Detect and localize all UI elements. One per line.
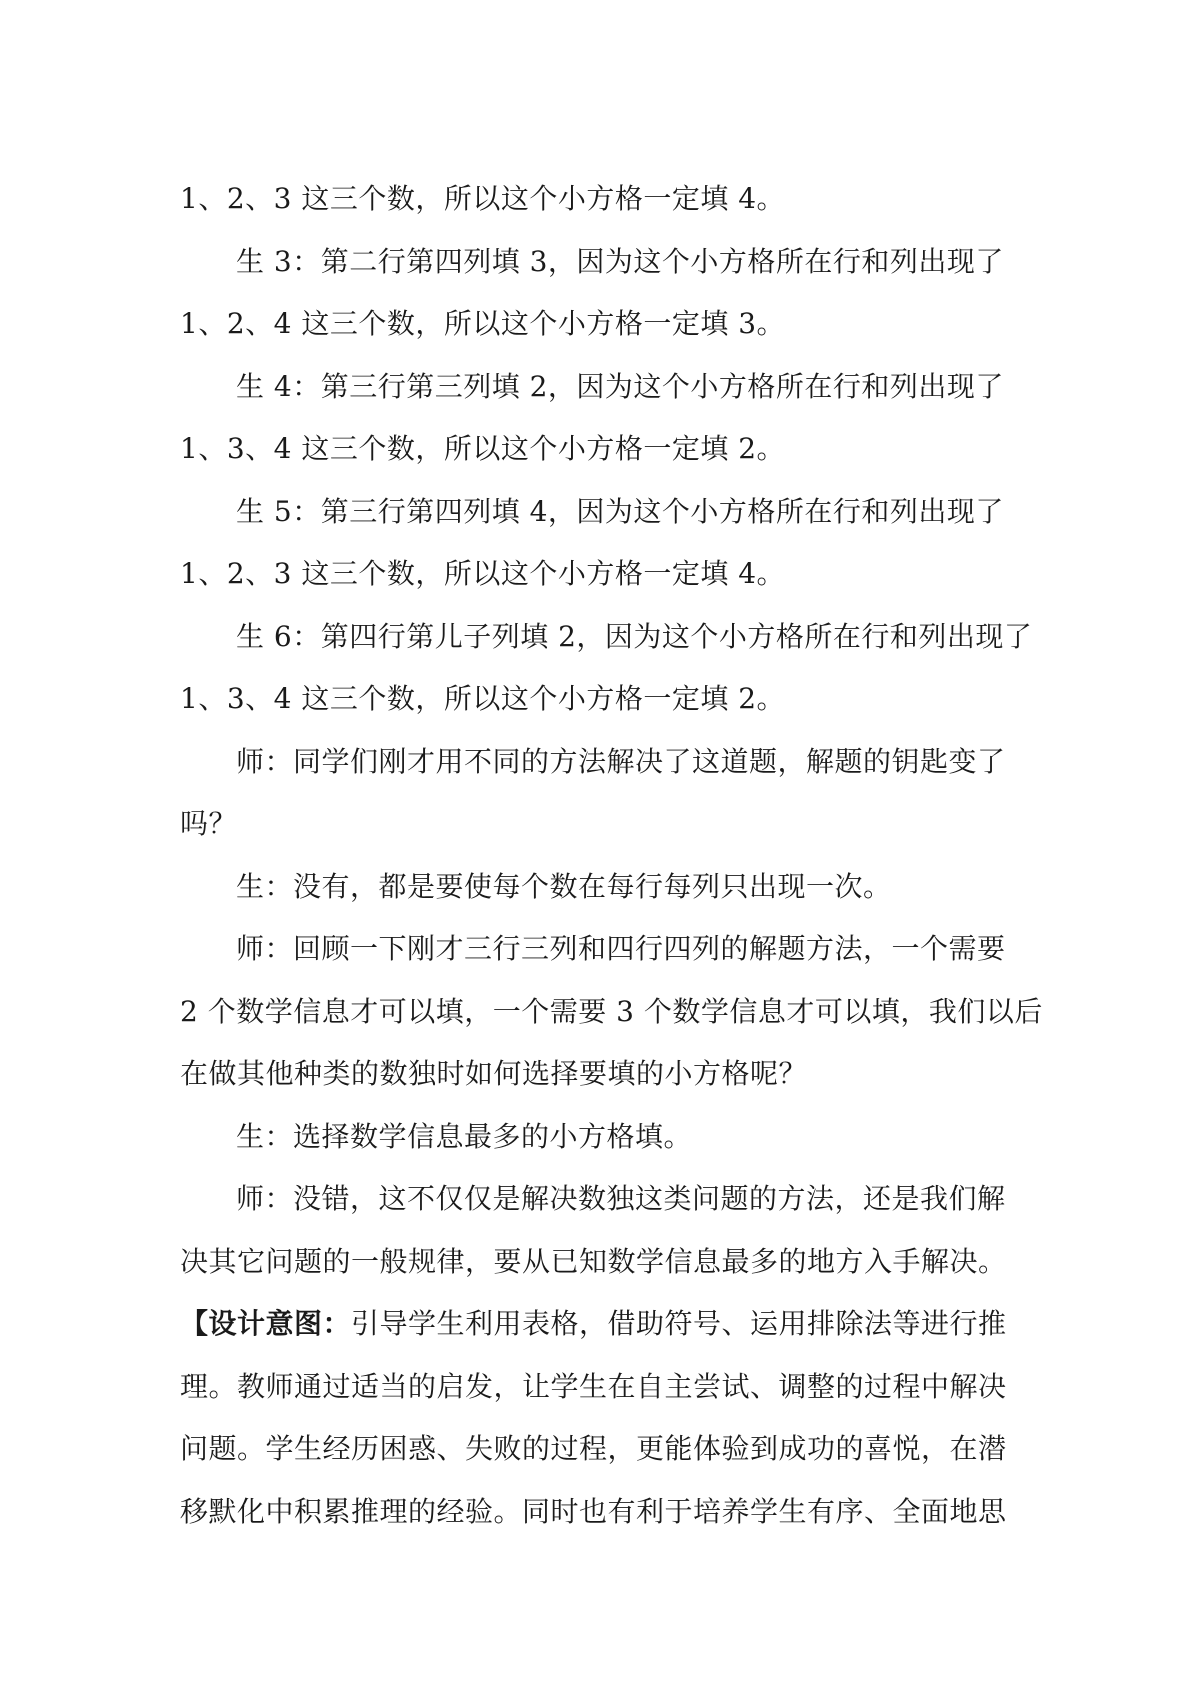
- text-line-5: 1、3、4 这三个数，所以这个小方格一定填 2。: [180, 432, 786, 465]
- text-line-17: 师：没错，这不仅仅是解决数独这类问题的方法，还是我们解: [236, 1182, 1006, 1215]
- text-line-10: 师：同学们刚才用不同的方法解决了这道题，解题的钥匙变了: [236, 744, 1006, 778]
- text-line-13: 师：回顾一下刚才三行三列和四行四列的解题方法，一个需要: [236, 932, 1006, 965]
- design-intent-text-1: 引导学生利用表格，借助符号、运用排除法等进行推: [351, 1307, 1007, 1340]
- design-intent-line-3: 问题。学生经历困惑、失败的过程，更能体验到成功的喜悦，在潜: [180, 1432, 1007, 1465]
- text-line-18: 决其它问题的一般规律，要从已知数学信息最多的地方入手解决。: [180, 1244, 1007, 1278]
- design-intent-line-1: [180, 1293, 1015, 1356]
- text-line-1: 1、2、3 这三个数，所以这个小方格一定填 4。: [180, 182, 786, 215]
- document-body: [180, 168, 1043, 1543]
- text-line-8: 生 6：第四行第儿子列填 2，因为这个小方格所在行和列出现了: [236, 619, 1033, 653]
- text-line-4: 生 4：第三行第三列填 2，因为这个小方格所在行和列出现了: [236, 369, 1004, 403]
- text-line-6: 生 5：第三行第四列填 4，因为这个小方格所在行和列出现了: [236, 494, 1004, 528]
- text-line-11: 吗？: [180, 807, 238, 840]
- text-line-2: 生 3：第二行第四列填 3，因为这个小方格所在行和列出现了: [236, 244, 1004, 278]
- design-intent-line-2: 理。教师通过适当的启发，让学生在自主尝试、调整的过程中解决: [180, 1369, 1007, 1403]
- text-line-3: 1、2、4 这三个数，所以这个小方格一定填 3。: [180, 307, 786, 340]
- text-line-12: 生：没有，都是要使每个数在每行每列只出现一次。: [236, 869, 892, 903]
- text-line-16: 生：选择数学信息最多的小方格填。: [236, 1119, 693, 1153]
- design-intent-line-4: 移默化中积累推理的经验。同时也有利于培养学生有序、全面地思: [180, 1494, 1007, 1528]
- text-line-14: 2 个数学信息才可以填，一个需要 3 个数学信息才可以填，我们以后: [180, 994, 1043, 1028]
- design-intent-label: 【设计意图：: [180, 1307, 352, 1340]
- text-line-15: 在做其他种类的数独时如何选择要填的小方格呢？: [180, 1057, 808, 1090]
- text-line-7: 1、2、3 这三个数，所以这个小方格一定填 4。: [180, 557, 786, 590]
- text-line-9: 1、3、4 这三个数，所以这个小方格一定填 2。: [180, 682, 786, 715]
